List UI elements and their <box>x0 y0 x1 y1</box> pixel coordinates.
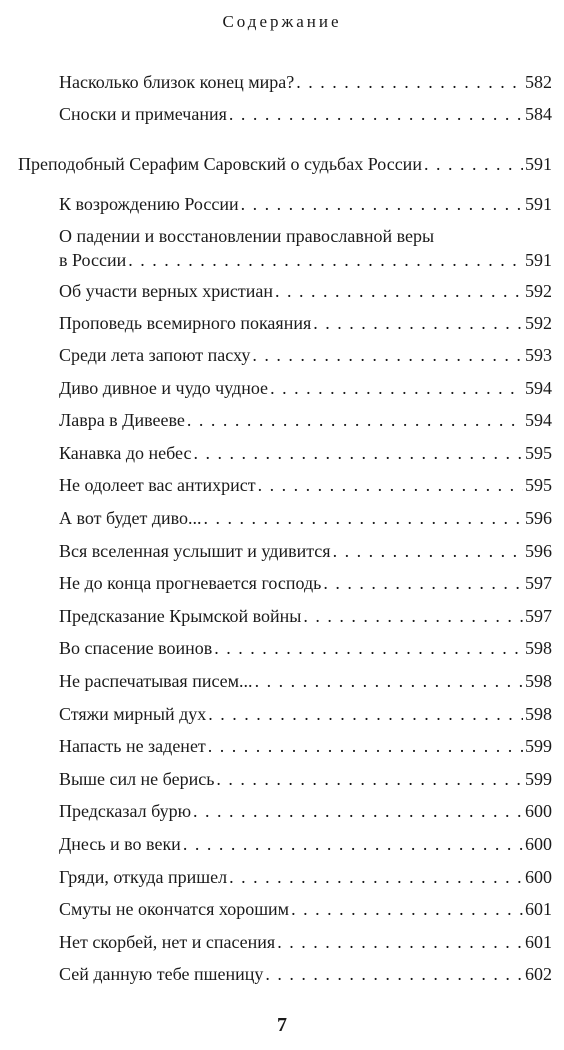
toc-entry <box>59 376 552 400</box>
toc-chapter-page: 591 <box>525 154 552 174</box>
toc-entry-title: Не распечатывая писем... <box>59 671 253 691</box>
toc-entry-title: Сей данную тебе пшеницу <box>59 964 264 984</box>
toc-entry <box>59 70 552 94</box>
toc-entry-title: Диво дивное и чудо чудное <box>59 378 269 398</box>
dot-leader <box>216 767 523 791</box>
toc-entry <box>59 192 552 216</box>
dot-leader <box>128 248 523 272</box>
dot-leader <box>214 636 523 660</box>
toc-entry <box>59 311 552 335</box>
toc-entry <box>59 799 552 823</box>
toc-entry-page: 599 <box>525 769 552 789</box>
toc-entry-title: А вот будет диво... <box>59 508 202 528</box>
dot-leader <box>323 571 523 595</box>
toc-entry-page: 598 <box>525 704 552 724</box>
dot-leader <box>241 192 523 216</box>
dot-leader <box>258 473 523 497</box>
toc-entry-title: Предсказал бурю <box>59 801 192 821</box>
toc-entry-page: 601 <box>525 932 552 952</box>
toc-entry-title: Лавра в Дивееве <box>59 410 185 430</box>
toc-entry <box>59 702 552 726</box>
toc-entry <box>59 102 552 126</box>
dot-leader <box>208 702 523 726</box>
toc-entry <box>59 571 552 595</box>
toc-entry-page: 594 <box>525 378 552 398</box>
dot-leader <box>265 962 523 986</box>
toc-entry-page: 599 <box>525 736 552 756</box>
toc-entry-page: 593 <box>525 345 552 365</box>
dot-leader <box>291 897 523 921</box>
toc-entry <box>59 343 552 367</box>
toc-entry-page: 592 <box>525 281 552 301</box>
dot-leader <box>187 408 523 432</box>
dot-leader <box>313 311 523 335</box>
toc-entry <box>59 962 552 986</box>
toc-entry-page: 598 <box>525 638 552 658</box>
toc-entry <box>59 636 552 660</box>
toc-entry <box>59 897 552 921</box>
toc-chapter <box>18 152 552 176</box>
toc-entry <box>59 279 552 303</box>
toc-entry-title: Выше сил не берись <box>59 769 215 789</box>
toc-chapter-title: Преподобный Серафим Саровский о судьбах России <box>18 154 422 174</box>
toc-entry-page: 598 <box>525 671 552 691</box>
toc-entry-page: 582 <box>525 72 552 92</box>
dot-leader <box>193 441 523 465</box>
toc-entry-page: 600 <box>525 867 552 887</box>
dot-leader <box>229 102 523 126</box>
toc-entry <box>59 224 552 272</box>
dot-leader <box>270 376 523 400</box>
toc-entry-title: К возрождению России <box>59 194 239 214</box>
toc-entry-page: 594 <box>525 410 552 430</box>
toc-entry-title: Стяжи мирный дух <box>59 704 207 724</box>
dot-leader <box>204 506 523 530</box>
dot-leader <box>275 279 523 303</box>
dot-leader <box>296 70 523 94</box>
toc-entry-title: Вся вселенная услышит и удивится <box>59 541 331 561</box>
toc-entry <box>59 441 552 465</box>
toc-entry <box>59 604 552 628</box>
toc-entry <box>59 669 552 693</box>
page-number: 7 <box>277 1014 287 1036</box>
toc-entry-title: в России <box>59 250 127 270</box>
toc-entry <box>59 408 552 432</box>
toc-entry-title: Сноски и примечания <box>59 104 227 124</box>
toc-entry-title: Проповедь всемирного покаяния <box>59 313 312 333</box>
dot-leader <box>183 832 523 856</box>
dot-leader <box>424 152 523 176</box>
dot-leader <box>229 865 523 889</box>
toc-entry-title-line1: О падении и восстановлении православной веры <box>59 226 435 246</box>
toc-entry <box>59 539 552 563</box>
toc-entry-page: 597 <box>525 606 552 626</box>
toc-entry-page: 600 <box>525 834 552 854</box>
toc-entry-title: Во спасение воинов <box>59 638 213 658</box>
toc-entry-page: 592 <box>525 313 552 333</box>
dot-leader <box>252 343 523 367</box>
toc-entry-page: 597 <box>525 573 552 593</box>
toc-entry-title: Предсказание Крымской войны <box>59 606 302 626</box>
toc-entry-page: 595 <box>525 475 552 495</box>
toc-entry-page: 584 <box>525 104 552 124</box>
toc-entry-title: Об участи верных христиан <box>59 281 274 301</box>
toc-entry-page: 601 <box>525 899 552 919</box>
toc-entry <box>59 832 552 856</box>
toc-entry-title: Днесь и во веки <box>59 834 181 854</box>
dot-leader <box>208 734 523 758</box>
dot-leader <box>255 669 523 693</box>
toc-entry <box>59 506 552 530</box>
toc-entry-title: Насколько близок конец мира? <box>59 72 295 92</box>
toc-entry <box>59 865 552 889</box>
toc-entry-page: 595 <box>525 443 552 463</box>
toc-entry <box>59 734 552 758</box>
toc-entry-page: 591 <box>525 194 552 214</box>
toc-entry-title: Не одолеет вас антихрист <box>59 475 256 495</box>
toc-entry-title: Гряди, откуда пришел <box>59 867 228 887</box>
toc-entry <box>59 930 552 954</box>
toc-entry-title: Нет скорбей, нет и спасения <box>59 932 276 952</box>
running-title: Содержание <box>222 12 342 31</box>
dot-leader <box>303 604 523 628</box>
toc-entry-title: Смуты не окончатся хорошим <box>59 899 290 919</box>
toc-entry-page: 602 <box>525 964 552 984</box>
toc-entry-page: 591 <box>525 250 552 270</box>
toc-entry-title: Канавка до небес <box>59 443 192 463</box>
toc-entry-title: Напасть не заденет <box>59 736 206 756</box>
toc-entry-page: 596 <box>525 541 552 561</box>
toc-entry-title: Не до конца прогневается господь <box>59 573 322 593</box>
toc-entry <box>59 473 552 497</box>
dot-leader <box>277 930 523 954</box>
toc-entry-title: Среди лета запоют пасху <box>59 345 251 365</box>
dot-leader <box>333 539 523 563</box>
toc-entry-page: 596 <box>525 508 552 528</box>
toc-entry-page: 600 <box>525 801 552 821</box>
dot-leader <box>193 799 523 823</box>
toc-entry <box>59 767 552 791</box>
